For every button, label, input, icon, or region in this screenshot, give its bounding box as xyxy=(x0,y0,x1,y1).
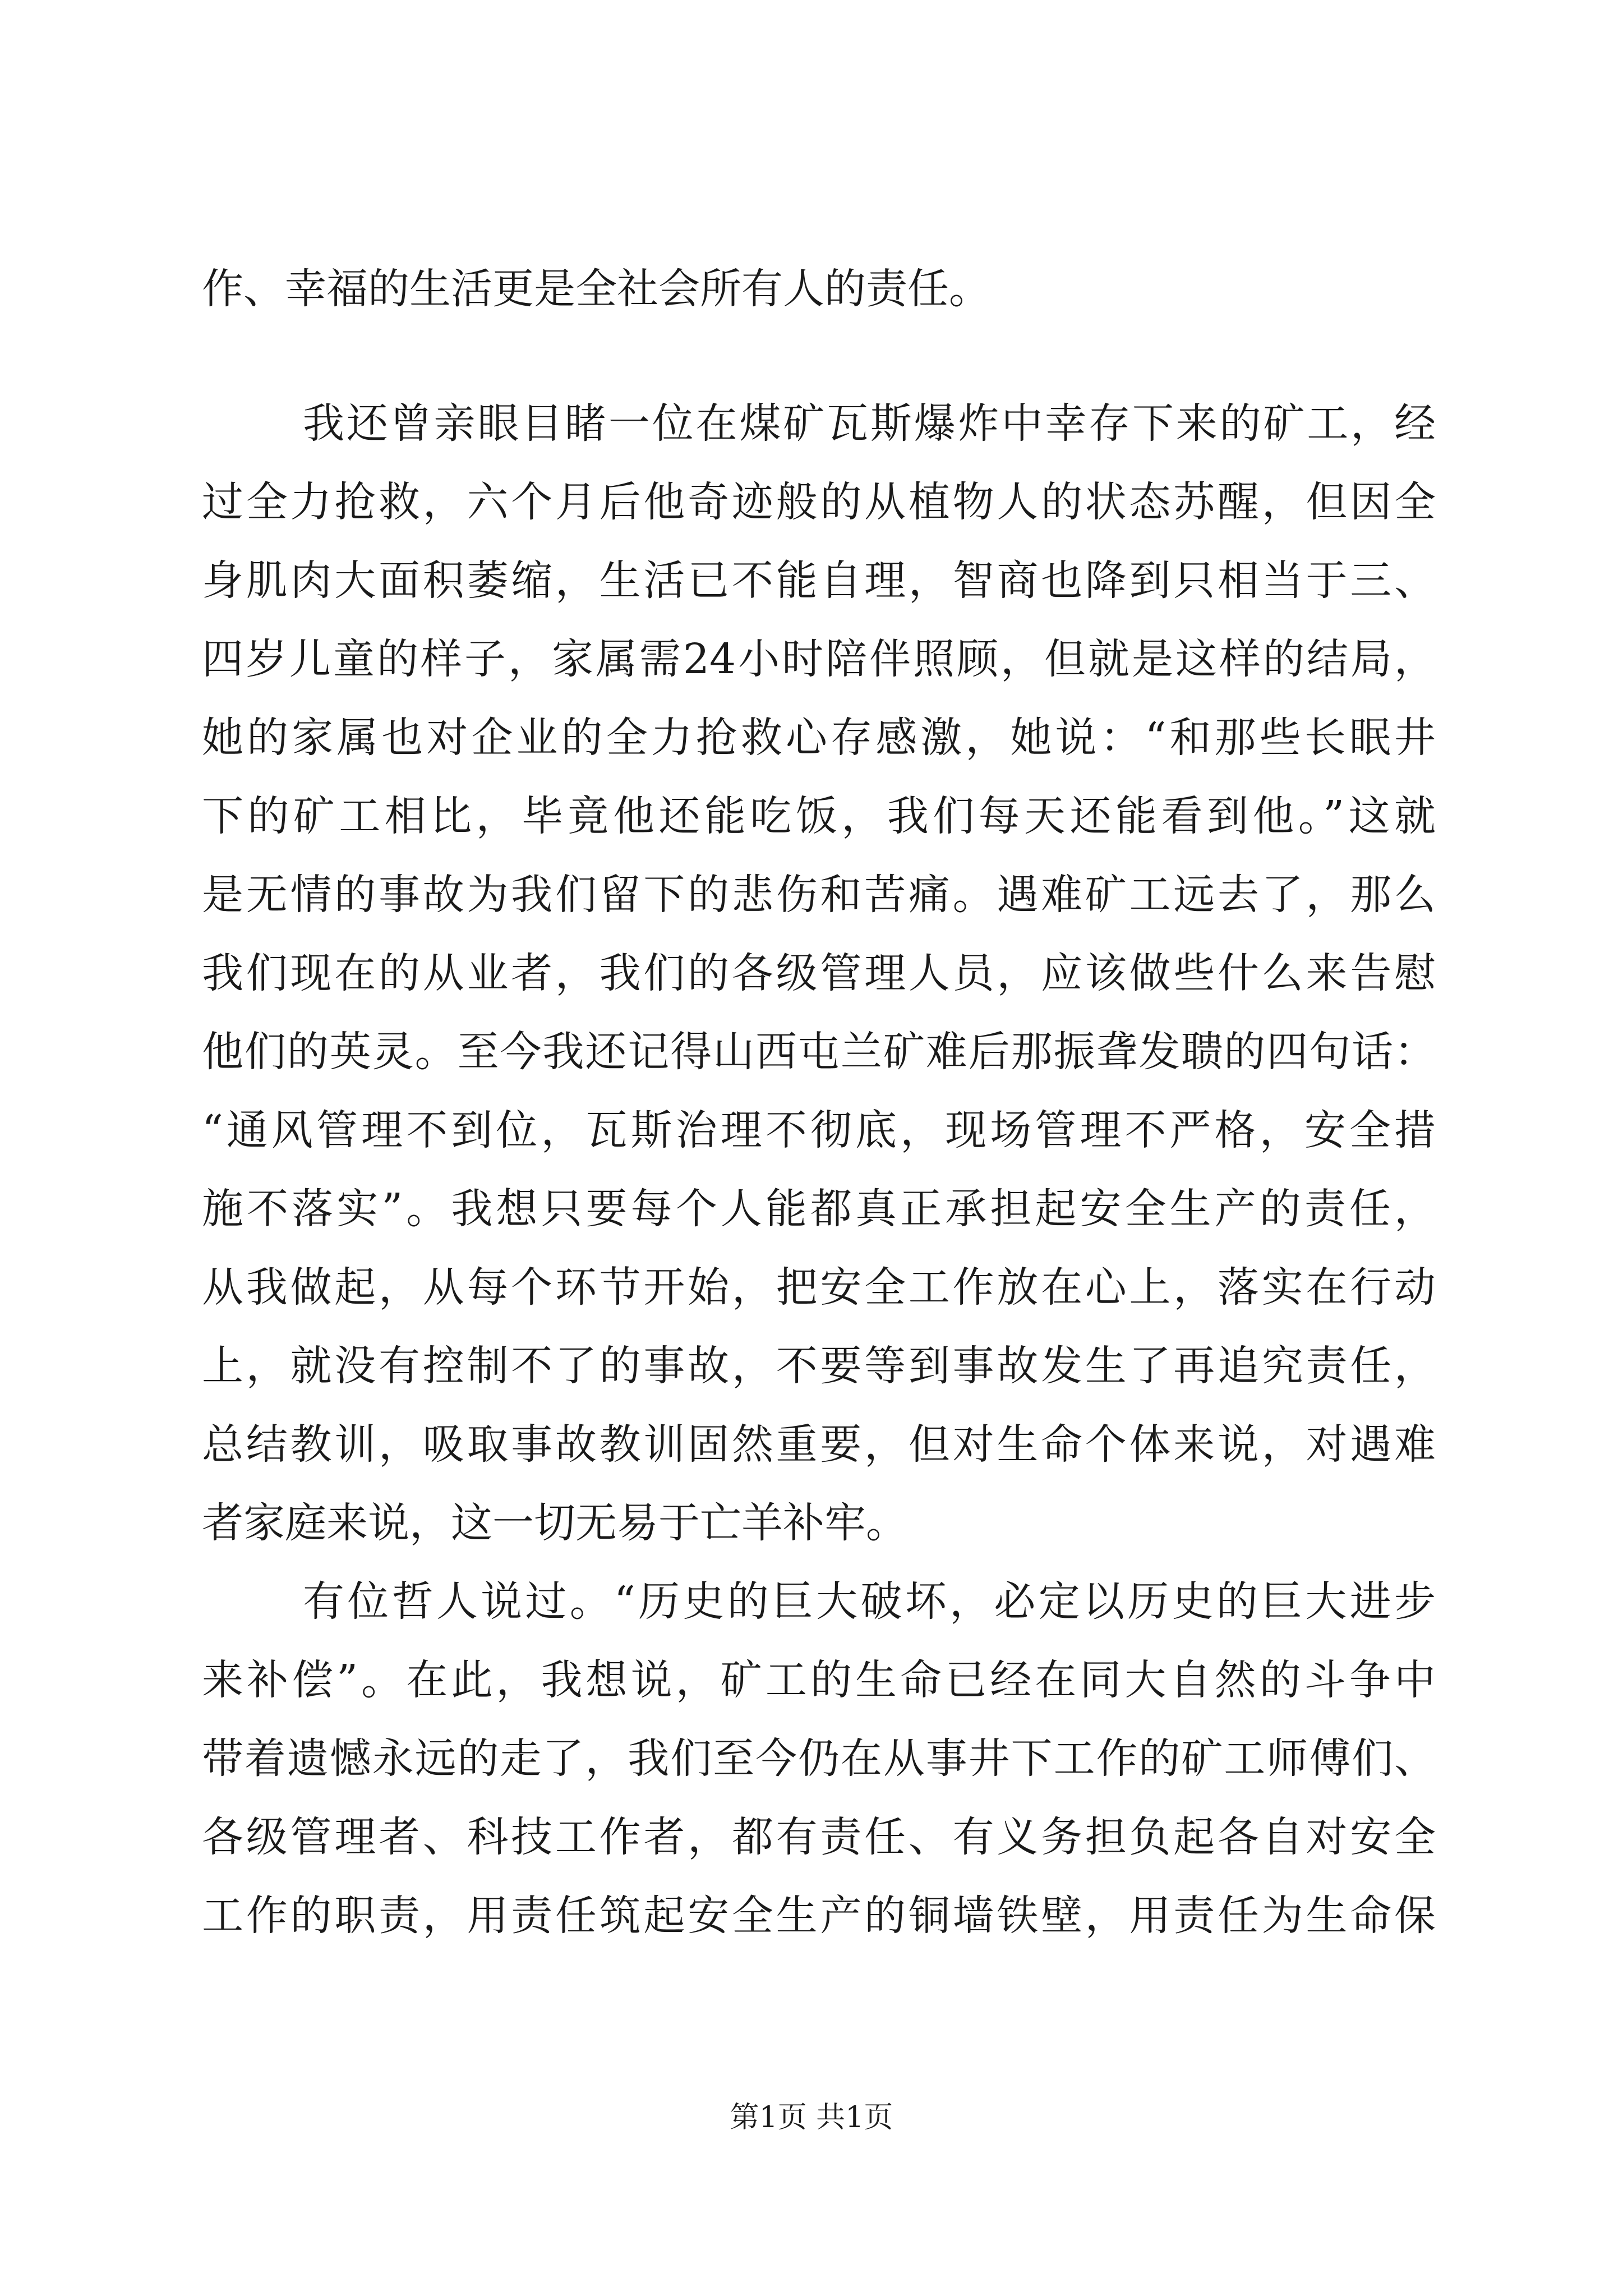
paragraph-line: 作、幸福的生活更是全社会所有人的责任。 xyxy=(202,265,990,313)
paragraph-line: 各级管理者、科技工作者，都有责任、有义务担负起各自对安全 xyxy=(202,1813,1436,1861)
paragraph-line: 者家庭来说，这一切无易于亡羊补牢。 xyxy=(202,1499,907,1547)
paragraph-line: 下的矿工相比，毕竟他还能吃饭，我们每天还能看到他。”这就 xyxy=(202,792,1436,840)
paragraph-line: 从我做起，从每个环节开始，把安全工作放在心上，落实在行动 xyxy=(202,1263,1436,1312)
paragraph-line: 我们现在的从业者，我们的各级管理人员，应该做些什么来告慰 xyxy=(202,949,1436,997)
paragraph-line: 四岁儿童的样子，家属需24小时陪伴照顾，但就是这样的结局， xyxy=(202,635,1436,683)
page-number-footer: 第1页 共1页 xyxy=(730,2101,893,2134)
paragraph-line: 他们的英灵。至今我还记得山西屯兰矿难后那振聋发聩的四句话： xyxy=(202,1028,1436,1076)
paragraph-line: 带着遗憾永远的走了，我们至今仍在从事井下工作的矿工师傅们、 xyxy=(202,1734,1436,1783)
paragraph-line: 工作的职责，用责任筑起安全生产的铜墙铁壁，用责任为生命保 xyxy=(202,1892,1436,1940)
paragraph-line: “通风管理不到位，瓦斯治理不彻底，现场管理不严格，安全措 xyxy=(202,1106,1436,1154)
paragraph-line: 有位哲人说过。“历史的巨大破坏，必定以历史的巨大进步 xyxy=(303,1577,1436,1626)
paragraph-line: 来补偿”。在此，我想说，矿工的生命已经在同大自然的斗争中 xyxy=(202,1656,1436,1704)
paragraph-line: 施不落实”。我想只要每个人能都真正承担起安全生产的责任， xyxy=(202,1185,1436,1233)
paragraph-line: 身肌肉大面积萎缩，生活已不能自理，智商也降到只相当于三、 xyxy=(202,556,1436,605)
paragraph-line: 过全力抢救，六个月后他奇迹般的从植物人的状态苏醒，但因全 xyxy=(202,478,1436,526)
paragraph-line: 是无情的事故为我们留下的悲伤和苦痛。遇难矿工远去了，那么 xyxy=(202,871,1436,919)
paragraph-line: 我还曾亲眼目睹一位在煤矿瓦斯爆炸中幸存下来的矿工，经 xyxy=(303,399,1436,448)
paragraph-line: 她的家属也对企业的全力抢救心存感激，她说：“和那些长眠井 xyxy=(202,714,1436,762)
paragraph-line: 总结教训，吸取事故教训固然重要，但对生命个体来说，对遇难 xyxy=(202,1420,1436,1469)
paragraph-line: 上，就没有控制不了的事故，不要等到事故发生了再追究责任， xyxy=(202,1342,1436,1390)
